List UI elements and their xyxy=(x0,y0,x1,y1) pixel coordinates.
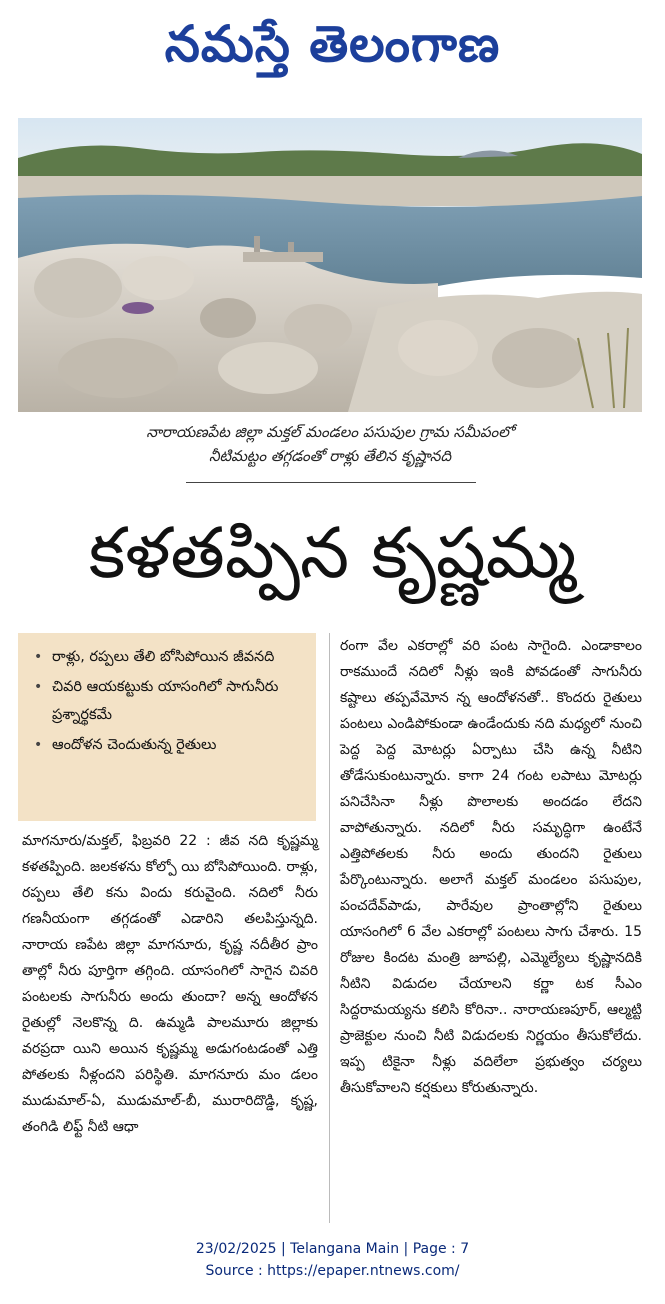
caption-line-2: నీటిమట్టం తగ్గడంతో రాళ్లు తేలిన కృష్ణానది xyxy=(208,447,452,465)
article-text-left: మాగనూరు/మక్తల్, ఫిబ్రవరి 22 : జీవ నది కృష్ణమ్మ కళతప్పింది. జలకళను కోల్పో యి బోసిపోయింది. రాళ్లు, రప్పలు తేలి కను విందు కరువైంది. నదిలో నీరు గణనీయంగా తగ్గడంతో ఎడారిని తలపిస్తున్నది. నారాయ ణపేట జిల్లా మాగనూరు, కృష్ణ నదీతీర ప్రాం తాల్లో నీరు పూర్తిగా తగ్గింది. యాసంగిలో సాగైన చివరి పంటలకు సాగునీరు అందు తుందా? అన్న ఆందోళన రైతుల్లో నెలకొన్న ది. ఉమ్మడి పాలమూరు జిల్లాకు వరప్రదా యిని అయిన కృష్ణమ్మ అడుగంటడంతో ఎత్తి పోతలకు నీళ్లందని పరిస్థితి. మాగనూరు మం డలం ముడుమాల్-ఏ, ముడుమాల్-బీ, మురారిదొడ్డి, కృష్ణ, తంగిడి లిఫ్ట్ నీటి ఆధా xyxy=(22,833,318,1135)
bullet-icon: • xyxy=(34,649,43,665)
masthead-title: నమస్తే తెలంగాణ xyxy=(164,14,501,73)
article-headline: కళతప్పిన కృష్ణమ్మ xyxy=(88,512,577,594)
caption-line-1: నారాయణపేట జిల్లా మక్తల్ మండలం పసుపుల గ్రామ సమీపంలో xyxy=(146,423,514,441)
column-divider xyxy=(329,633,330,1223)
page-footer xyxy=(0,1238,665,1282)
bullet-icon: • xyxy=(34,679,43,695)
article-column-left xyxy=(22,828,318,1140)
photo-caption xyxy=(18,420,642,468)
article-column-right xyxy=(340,633,642,1101)
article-text-right: రంగా వేల ఎకరాల్లో వరి పంట సాగైంది. ఎండాకాలం రాకముందే నదిలో నీళ్లు ఇంకి పోవడంతో సాగునీరు కష్టాలు తప్పవేమోన న్న ఆందోళనతో.. కొందరు రైతులు పంటలు ఎండిపోకుండా ఉండేందుకు నది మధ్యలో నుంచి పెద్ద పెద్ద మోటర్లు ఏర్పాటు చేసి ఉన్న నీటిని తోడేసుకుంటున్నారు. కాగా 24 గంట లపాటు మోటర్లు పనిచేసినా నీళ్లు పొలాలకు అందడం లేదని వాపోతున్నారు. నదిలో నీరు సమృద్ధిగా ఉంటేనే ఎత్తిపోతలకు నీరు అందు తుందని రైతులు పేర్కొంటున్నారు. అలాగే మక్తల్ మండలం పసుపుల, పంచదేవ్‌పాడు, పారేవుల ప్రాంతాల్లోని రైతులు యాసంగిలో 6 వేల ఎకరాల్లో పంటలు సాగు చేశారు. 15 రోజుల కిందట మంత్రి జూపల్లి, ఎమ్మెల్యేలు కృష్ణానదికి నీటిని విడుదల చేయాలని కర్ణా టక సీఎం సిద్దరామయ్యను కలిసి కోరినా.. నారాయణపూర్, ఆల్మట్టి ప్రాజెక్టుల నుంచి నీటి విడుదలకు నిర్ణయం తీసుకోలేదు. ఇప్ప టికైనా నీళ్లు వదిలేలా ప్రభుత్వం చర్యలు తీసుకోవాలని కర్షకులు కోరుతున్నారు. xyxy=(340,638,642,1096)
bullet-icon: • xyxy=(34,737,43,753)
highlight-item: • చివరి ఆయకట్టుకు యాసంగిలో సాగునీరు ప్రశ్నార్థకమే xyxy=(34,673,306,729)
caption-divider xyxy=(186,482,476,483)
footer-source-link[interactable]: Source : https://epaper.ntnews.com/ xyxy=(205,1263,460,1279)
highlight-item: • రాళ్లు, రప్పలు తేలి బోసిపోయిన జీవనది xyxy=(34,643,306,671)
news-photo xyxy=(18,118,642,412)
highlights-box xyxy=(18,633,316,821)
highlight-item: • ఆందోళన చెందుతున్న రైతులు xyxy=(34,731,306,759)
footer-date-edition: 23/02/2025 | Telangana Main | Page : 7 xyxy=(195,1241,470,1257)
